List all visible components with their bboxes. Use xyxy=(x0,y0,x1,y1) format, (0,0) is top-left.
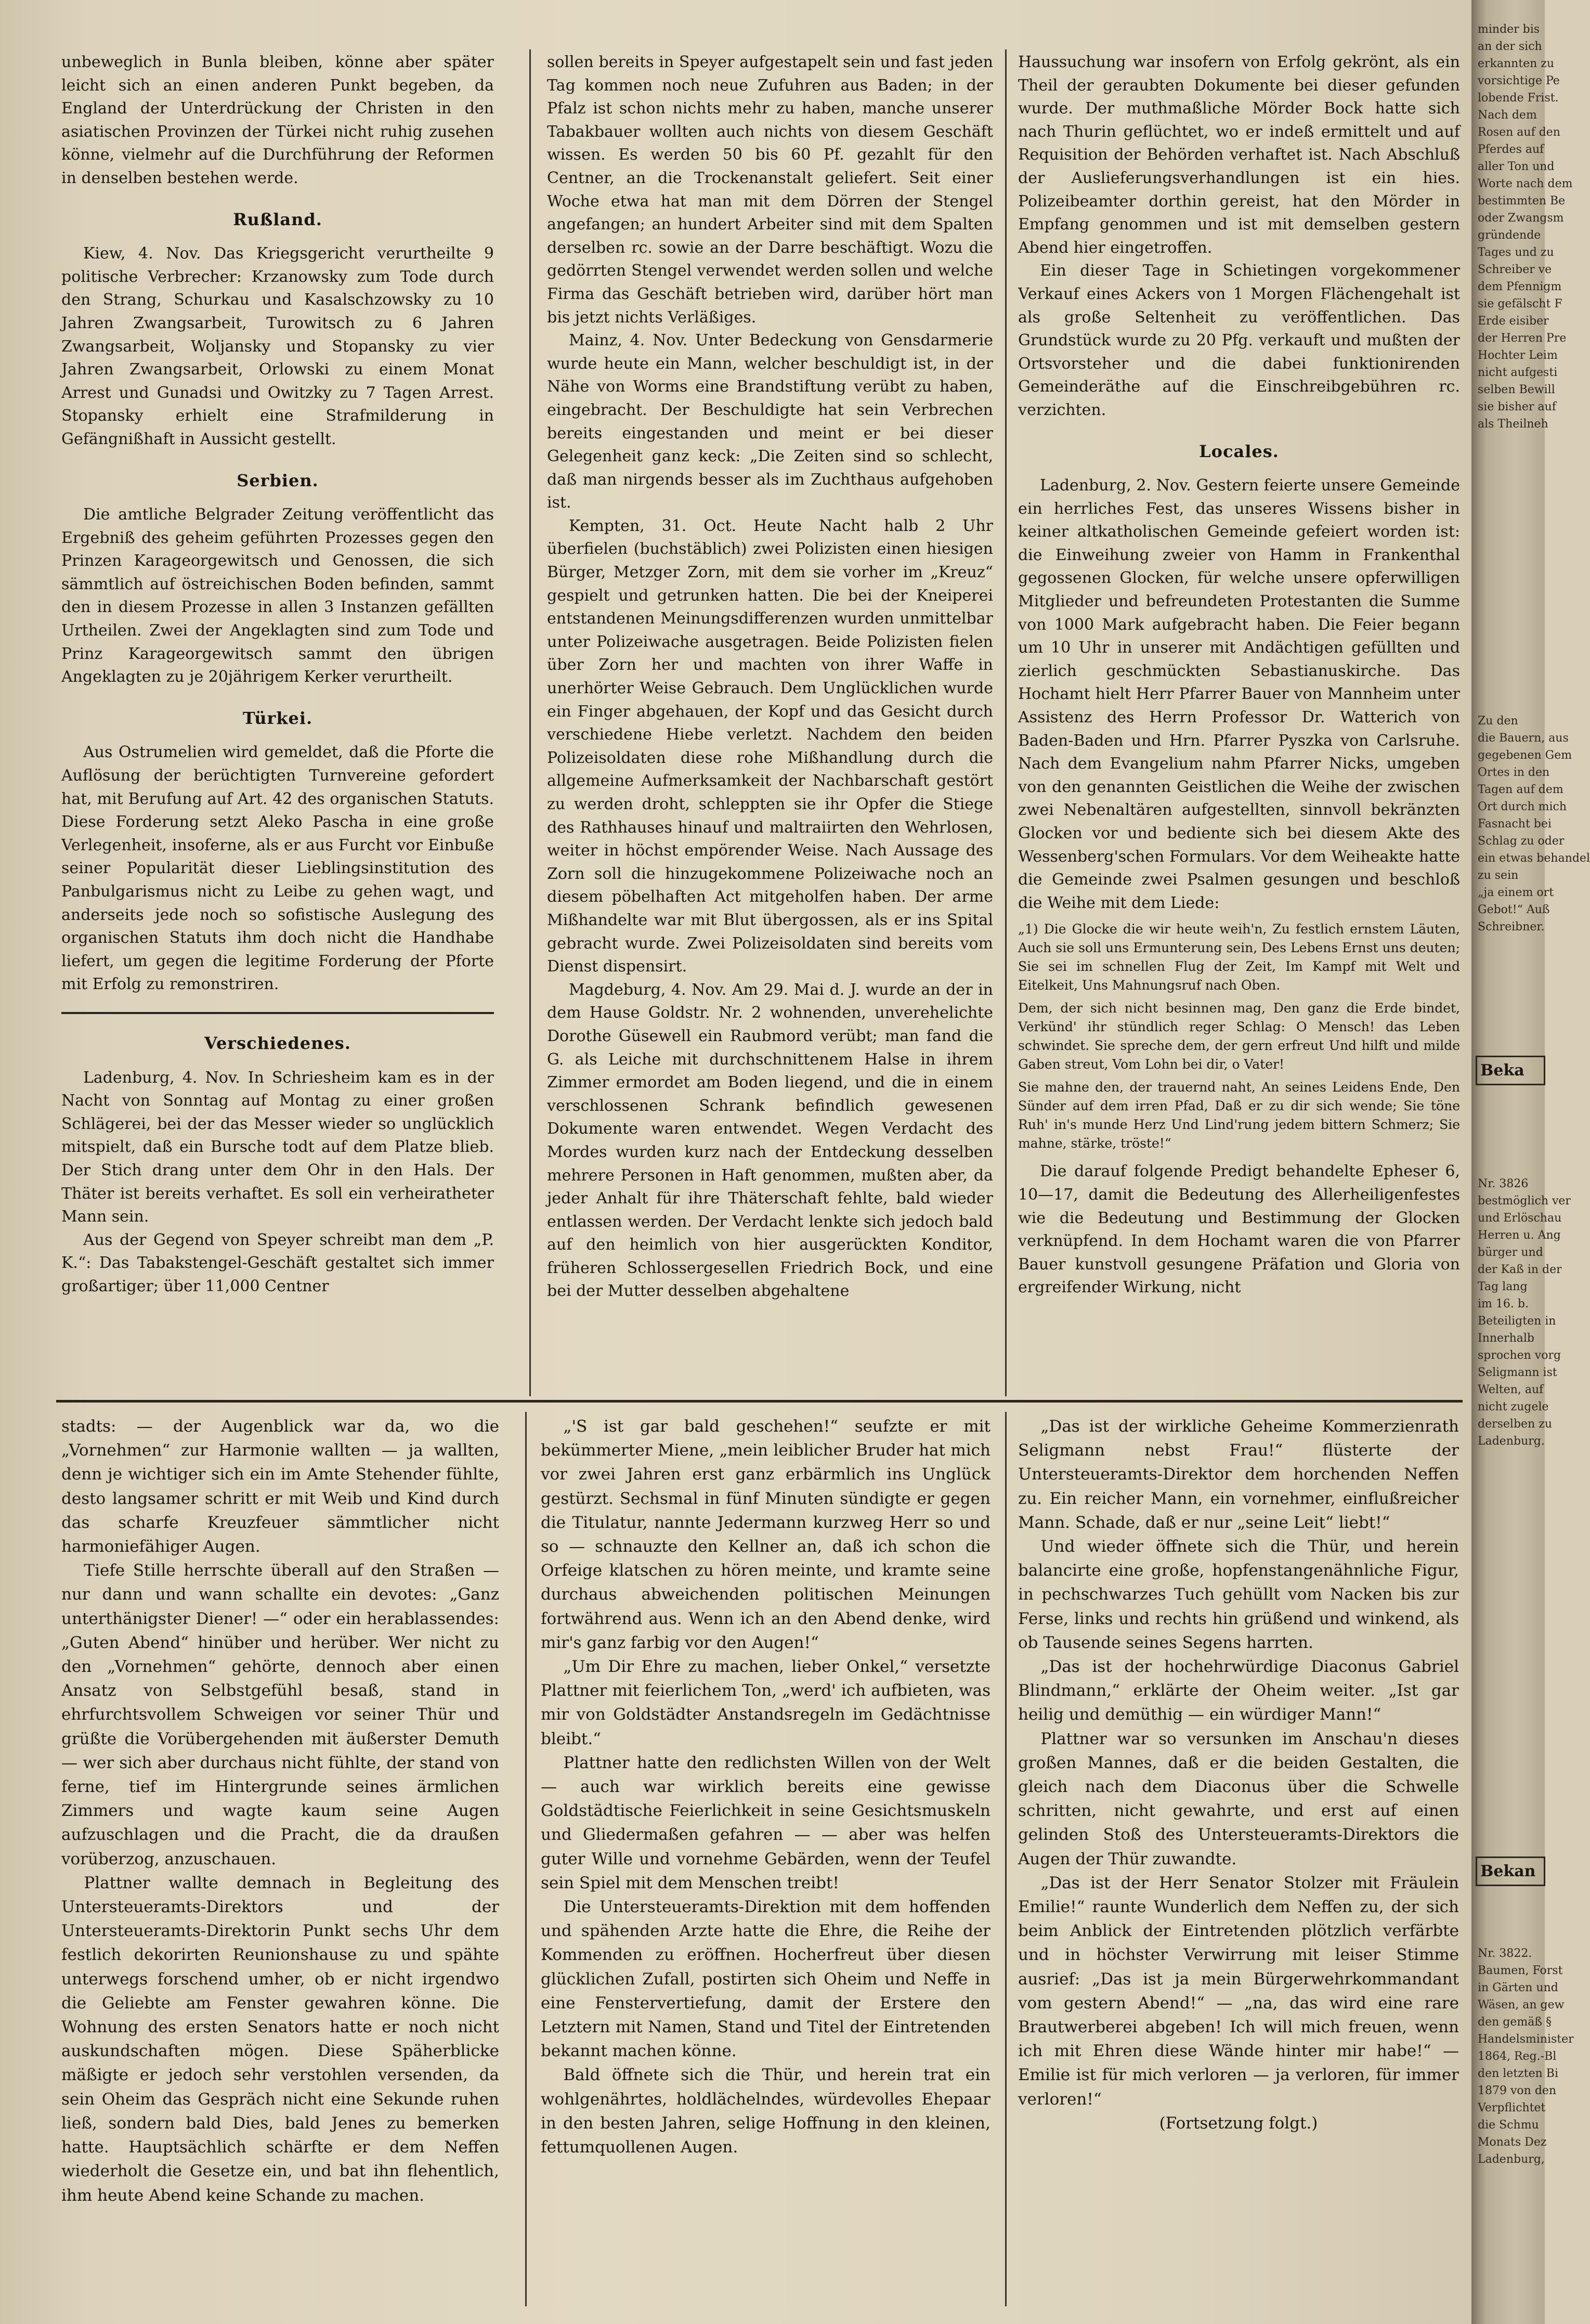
edge-text-line: nicht zugele xyxy=(1478,1400,1549,1413)
edge-text-line: Wäsen, an gew xyxy=(1478,1998,1565,2011)
section-heading-verschiedenes: Verschiedenes. xyxy=(204,1033,351,1053)
column-divider xyxy=(529,49,531,1396)
paragraph-magdeburg: Magdeburg, 4. Nov. Am 29. Mai d. J. wurde an der in dem Hause Goldstr. Nr. 2 wohnenden, unverehelichte Dorothe Güsewell ein Raubmord verübt; man fand die G. als Leiche mit durchschnittenem Halse in ihrem Zimmer ermordet am Boden liegend, und die in einem verschlossenen Schrank befindlich gewesenen Dokumente waren entwendet. Wegen Verdacht des Mordes wurden kurz nach der Entdeckung desselben mehrere Personen in Haft genommen, mußten aber, da jeder Anhalt für ihre Thäterschaft fehlte, bald wieder entlassen werden. Der Verdacht lenkte sich jedoch bald auf den heimlich von hier ausgerückten Konditor, früheren Schlossergesellen Friedrich Bock, und eine bei der Mutter desselben abgehaltene xyxy=(547,980,993,1301)
feuilleton-column-1 xyxy=(61,1414,499,2309)
edge-text-line: selben Bewill xyxy=(1478,383,1555,396)
edge-text-line: Verpflichtet xyxy=(1478,2101,1546,2114)
story-paragraph: Und wieder öffnete sich die Thür, und herein balancirte eine große, hopfenstangenähnliche Figur, in pechschwarzes Tuch gehüllt vom Nacken bis zur Ferse, links und rechts hin grüßend und winkend, als ob Tausende seines Segens harrten. xyxy=(1018,1537,1459,1652)
edge-text-line: ein etwas behandel xyxy=(1478,852,1590,865)
edge-text-line: sie bisher auf xyxy=(1478,400,1556,413)
story-paragraph: Die Untersteueramts-Direktion mit dem hoffenden und spähenden Arzte hatte die Ehre, die Reihe der Kommenden zu eröffnen. Hocherfreut über diesen glücklichen Zufall, postirten sich Oheim und Neffe in eine Fenstervertiefung, damit der Erstere den Letztern mit Namen, Stand und Titel der Eintretenden bekannt machen könne. xyxy=(541,1898,991,2061)
story-paragraph: Plattner wallte demnach in Begleitung des Untersteueramts-Direktors und der Untersteueramts-Direktorin Punkt sechs Uhr dem festlich dekorirten Reunionshause zu und spähte unterwegs forschend umher, ob er nicht irgendwo die Geliebte am Fenster gewahren könne. Die Wohnung des ersten Senators hatte er noch nicht auskundschaften mögen. Diese Späherblicke mäßigte er jedoch sehr verstohlen versenden, da sein Oheim das Gespräch nicht eine Sekunde ruhen ließ, sondern bald Dies, bald Jenes zu bemerken hatte. Hauptsächlich schärfte er dem Neffen wiederholt die Gesetze ein, und bat ihn flehentlich, ihm heute Abend keine Schande zu machen. xyxy=(61,1873,499,2205)
story-paragraph: „Das ist der Herr Senator Stolzer mit Fräulein Emilie!“ raunte Wunderlich dem Neffen zu, der sich beim Anblick der Eintretenden plötzlich verfärbte und in höchster Verwirrung mit leiser Stimme ausrief: „Das ist ja mein Bürgerwehrkommandant vom gestern Abend!“ — „na, das wird eine rare Brautwerberei abgeben! Ich will mich freuen, wenn ich mit Ehren diese Wände hinter mir habe!“ — Emilie ist für mich verloren — ja verloren, für immer verloren!“ xyxy=(1018,1873,1459,2109)
edge-text-line: gründende xyxy=(1478,229,1541,242)
edge-notice-box xyxy=(1476,1056,1545,1085)
edge-text-line: gegebenen Gem xyxy=(1478,749,1572,762)
section-rule xyxy=(61,1012,494,1014)
edge-text-line: Schreiber ve xyxy=(1478,263,1552,276)
story-paragraph: Plattner war so versunken im Anschau'n dieses großen Mannes, daß er die beiden Gestalten, die gleich nach dem Diaconus über die Schwelle schritten, nicht gewahrte, und erst auf einen gelinden Stoß des Untersteueramts-Direktors die Augen der Thür zuwandte. xyxy=(1018,1729,1459,1868)
edge-text-line: Handelsminister xyxy=(1478,2033,1574,2046)
section-heading-locales: Locales. xyxy=(1199,441,1279,461)
edge-text-line: lobende Frist. xyxy=(1478,92,1559,105)
column-2 xyxy=(547,51,993,1395)
edge-text-line: Beteiligten in xyxy=(1478,1315,1556,1328)
paragraph-lead: sollen bereits in Speyer aufgestapelt sein und fast jeden Tag kommen noch neue Zufuhren aus Baden; in der Pfalz ist schon nichts mehr zu haben, manche unserer Tabakbauer wollten auch nichts von diesem Geschäft wissen. Es werden 50 bis 60 Pf. gezahlt für den Centner, an die Trockenanstalt geliefert. Seit einer Woche etwa hat man mit dem Dörren der Stengel angefangen; an hundert Arbeiter sind mit dem Spalten derselben rc. sowie an der Darre beschäftigt. Wozu die gedörrten Stengel verwendet werden sollen und welche Firma das Geschäft betrieben wird, darüber hört man bis jetzt nichts Verläßiges. xyxy=(547,53,993,327)
edge-text-line: vorsichtige Pe xyxy=(1478,74,1560,87)
story-paragraph: „Um Dir Ehre zu machen, lieber Onkel,“ versetzte Plattner mit feierlichem Ton, „werd' ich aufbieten, was mir von Goldstädter Anstandsregeln im Gedächtnisse bleibt.“ xyxy=(541,1657,991,1748)
edge-notice-title: Beka xyxy=(1480,1061,1524,1080)
edge-text-line: in Gärten und xyxy=(1478,1981,1558,1994)
feuilleton-separator xyxy=(56,1400,1463,1403)
hymn-verse: Dem, der sich nicht besinnen mag, Den ganz die Erde bindet, Verkünd' ihr stündlich reger Schlag: O Mensch! das Leben schwindet. Sie spreche dem, der gern erfreut Und hilft und milde Gaben streut, Vom Lohn bei dir, o Vater! xyxy=(1018,1001,1460,1072)
edge-text-line: „ja einem ort xyxy=(1478,886,1554,899)
edge-text-line: Baumen, Forst xyxy=(1478,1964,1563,1977)
edge-text-line: Ladenburg. xyxy=(1478,1435,1545,1448)
column-3 xyxy=(1018,51,1460,1395)
edge-text-line: Schreibner. xyxy=(1478,920,1545,933)
edge-text-line: Tagen auf dem xyxy=(1478,783,1563,796)
story-paragraph: Plattner hatte den redlichsten Willen von der Welt — auch war wirklich bereits eine gewisse Goldstädtische Feierlichkeit in seine Gesichtsmuskeln und Gliedermaßen gefahren — — aber was helfen guter Wille und vornehme Gebärden, wenn der Teufel sein Spiel mit dem Menschen treibt! xyxy=(541,1753,991,1892)
edge-text-line: aller Ton und xyxy=(1478,160,1555,173)
edge-text-line: der Herren Pre xyxy=(1478,332,1567,345)
paragraph-schietingen: Ein dieser Tage in Schietingen vorgekommener Verkauf eines Ackers von 1 Morgen Flächengehalt ist als große Seltenheit zu veröffentlichen. Das Grundstück wurde zu 20 Pfg. verkauft und mußten der Ortsvorsteher und die dabei funktionirenden Gemeinderäthe auf die Einschreibgebühren rc. verzichten. xyxy=(1018,262,1460,419)
edge-text-line: Innerhalb xyxy=(1478,1332,1534,1345)
edge-text-line: 1864, Reg.-Bl xyxy=(1478,2050,1557,2063)
edge-text-line: minder bis xyxy=(1478,23,1540,36)
edge-text-line: Monats Dez xyxy=(1478,2136,1547,2149)
paragraph-tuerkei: Aus Ostrumelien wird gemeldet, daß die Pforte die Auflösung der berüchtigten Turnvereine gefordert hat, mit Berufung auf Art. 42 des organischen Statuts. Diese Forderung setzt Aleko Pascha in eine große Verlegenheit, insoferne, als er aus Furcht vor Einbuße seiner Popularität dieser Lieblingsinstitution des Panbulgarismus nicht zu Leibe zu gehen wagt, und anderseits jede noch so sofistische Auslegung des organischen Statuts ihm doch nicht die Handhabe liefert, um gegen die legitime Forderung der Pforte mit Erfolg zu remonstriren. xyxy=(61,743,494,994)
story-paragraph: Bald öffnete sich die Thür, und herein trat ein wohlgenährtes, holdlächelndes, würdevolles Ehepaar in den besten Jahren, selige Hoffnung in den kleinen, fettumquollenen Augen. xyxy=(541,2066,991,2157)
story-paragraph: „Das ist der wirkliche Geheime Kommerzienrath Seligmann nebst Frau!“ flüsterte der Untersteueramts-Direktor dem horchenden Neffen zu. Ein reicher Mann, ein vornehmer, einflußreicher Mann. Schade, daß er nur „seine Leit“ liebt!“ xyxy=(1018,1417,1459,1532)
edge-text-line: im 16. b. xyxy=(1478,1297,1529,1310)
edge-text-line: den letzten Bi xyxy=(1478,2067,1558,2080)
edge-text-line: Erde eisiber xyxy=(1478,315,1549,328)
edge-text-block xyxy=(1478,21,1573,634)
edge-text-line: Fasnacht bei xyxy=(1478,817,1552,830)
edge-text-line: Nr. 3822. xyxy=(1478,1947,1532,1960)
edge-text-line: Schlag zu oder xyxy=(1478,835,1565,848)
hymn-verses xyxy=(1018,920,1460,1153)
edge-text-line: Ortes in den xyxy=(1478,766,1550,779)
story-paragraph: stadts: — der Augenblick war da, wo die „Vornehmen“ zur Harmonie wallten — ja wallten, denn je wichtiger sich ein im Amte Stehender fühlte, desto langsamer schritt er mit Weib und Kind durch das scharfe Kreuzfeuer sämmtlicher nicht harmoniefähiger Augen. xyxy=(61,1417,499,1556)
edge-text-line: bestmöglich ver xyxy=(1478,1195,1571,1208)
edge-text-line: Nr. 3826 xyxy=(1478,1177,1529,1190)
edge-text-line: nicht aufgesti xyxy=(1478,366,1558,379)
paragraph-kiew: Kiew, 4. Nov. Das Kriegsgericht verurtheilte 9 politische Verbrecher: Krzanowsky zum Tode durch den Strang, Schurkau und Kasalschzowsky zu 10 Jahren Zwangsarbeit, Turowitsch zu 6 Jahren Zwangsarbeit, Woljansky und Stopansky zu vier Jahren Zwangsarbeit, Orlowski zu einem Monat Arrest und Gunadsi und Owitzky zu 7 Tagen Arrest. Stopansky erhielt eine Strafmilderung in Gefängnißhaft in Aussicht gestellt. xyxy=(61,244,494,448)
edge-text-line: der Kaß in der xyxy=(1478,1263,1562,1276)
edge-text-line: Ort durch mich xyxy=(1478,800,1567,813)
paragraph-lead: Haussuchung war insofern von Erfolg gekrönt, als ein Theil der geraubten Dokumente bei dieser gefunden wurde. Der muthmaßliche Mörder Bock hatte sich nach Thurin geflüchtet, wo er indeß ermittelt und auf Requisition der Behörden verhaftet ist. Nach Abschluß der Auslieferungsverhandlungen ist ein hies. Polizeibeamter dorthin gereist, hat den Mörder in Empfang genommen und ist mit demselben gestern Abend hier eingetroffen. xyxy=(1018,53,1460,257)
feuilleton-column-3 xyxy=(1018,1414,1459,2309)
edge-text-block xyxy=(1478,1175,1571,1539)
edge-text-line: als Theilneh xyxy=(1478,418,1548,431)
paragraph-serbien: Die amtliche Belgrader Zeitung veröffentlicht das Ergebniß des geheim geführten Prozesses gegen den Prinzen Karageorgewitsch und Genossen, die sich sämmtlich auf östreichischen Boden befinden, sammt den in diesem Prozesse in allen 3 Instanzen gefällten Urtheilen. Zwei der Angeklagten sind zum Tode und Prinz Karageorgewitsch sammt den übrigen Angeklagten zu je 20jährigem Kerker verurtheilt. xyxy=(61,505,494,686)
hymn-verse: Sie mahne den, der trauernd naht, An seines Leidens Ende, Den Sünder auf dem irren Pfad, Daß er zu dir sich wende; Sie töne Ruh' in's munde Herz Und Lind'rung jedem bittern Schmerz; Sie mahne, stärke, tröste!“ xyxy=(1018,1080,1460,1151)
edge-text-block xyxy=(1478,1945,1574,2309)
column-1 xyxy=(61,51,494,1395)
adjacent-page-edge xyxy=(1471,0,1590,2324)
edge-text-line: sie gefälscht F xyxy=(1478,297,1562,310)
continuation-note: (Fortsetzung folgt.) xyxy=(1159,2113,1318,2133)
edge-text-line: Zu den xyxy=(1478,715,1518,728)
edge-text-line: die Schmu xyxy=(1478,2119,1539,2132)
edge-notice-box xyxy=(1476,1856,1545,1886)
story-paragraph: Tiefe Stille herrschte überall auf den Straßen — nur dann und wann schallte ein devotes: „Ganz unterthänigster Diener! —“ oder ein herablassendes: „Guten Abend“ hinüber und herüber. Wer nicht zu den „Vornehmen“ gehörte, dennoch aber einen Ansatz von Selbstgefühl besaß, stand in ehrfurchtsvollem Schweigen vor seiner Thür und grüßte die Vorübergehenden mit äußerster Demuth — wer sich aber durchaus nicht fühlte, der stand von ferne, tief im Hintergrunde seines ärmlichen Zimmers und wagte kaum seine Augen aufzuschlagen und die Pracht, die da draußen vorüberzog, anzuschauen. xyxy=(61,1561,499,1868)
edge-notice-title: Bekan xyxy=(1480,1862,1536,1880)
edge-text-line: Tag lang xyxy=(1478,1280,1528,1293)
edge-text-line: Herren u. Ang xyxy=(1478,1229,1561,1242)
edge-text-line: oder Zwangsm xyxy=(1478,212,1564,225)
edge-text-line: Seligmann ist xyxy=(1478,1366,1557,1379)
section-heading-tuerkei: Türkei. xyxy=(242,708,313,728)
column-divider xyxy=(525,1412,527,2306)
edge-text-line: Worte nach dem xyxy=(1478,177,1573,190)
edge-text-line: derselben zu xyxy=(1478,1418,1552,1431)
edge-text-line: Tages und zu xyxy=(1478,246,1554,259)
edge-text-line: Rosen auf den xyxy=(1478,126,1560,139)
column-divider xyxy=(1005,49,1007,1396)
edge-text-block xyxy=(1478,712,1590,1024)
edge-text-line: erkannten zu xyxy=(1478,57,1555,70)
edge-text-line: Gebot!“ Auß xyxy=(1478,903,1550,916)
edge-text-line: bürger und xyxy=(1478,1246,1543,1259)
edge-text-line: sprochen vorg xyxy=(1478,1349,1561,1362)
hymn-verse: „1) Die Glocke die wir heute weih'n, Zu festlich ernstem Läuten, Auch sie soll uns Ermunterung sein, Des Lebens Ernst uns deuten; Sie sei im schnellen Flug der Zeit, Im Kampf mit Welt und Eitelkeit, Uns Mahnungsruf nach Oben. xyxy=(1018,921,1460,993)
section-heading-russland: Rußland. xyxy=(233,209,322,229)
edge-text-line: Hochter Leim xyxy=(1478,349,1558,362)
paragraph-predigt: Die darauf folgende Predigt behandelte Epheser 6, 10—17, damit die Bedeutung des Allerheiligenfestes wie die Bedeutung und Bestimmung der Glocken verknüpfend. In dem Hochamt waren die von Pfarrer Bauer kunstvoll gesungene Präfation und Gloria von ergreifender Wirkung, nicht xyxy=(1018,1162,1460,1297)
edge-text-line: Ladenburg, xyxy=(1478,2153,1545,2166)
paragraph-ladenburg-glocken: Ladenburg, 2. Nov. Gestern feierte unsere Gemeinde ein herrliches Fest, das unseres Wissens bisher in keiner altkatholischen Gemeinde gefeiert worden ist: die Einweihung zweier von Hamm in Frankenthal gegossenen Glocken, für welche unsere opferwilligen Mitglieder und befreundeten Protestanten die Summe von 1000 Mark aufgebracht haben. Die Feier begann um 10 Uhr in unserer mit Andächtigen gefüllten und zierlich geschmückten Sebastianuskirche. Das Hochamt hielt Herr Pfarrer Bauer von Mannheim unter Assistenz des Herrn Professor Dr. Watterich von Baden-Baden und Hrn. Pfarrer Pyszka von Carlsruhe. Nach dem Evangelium nahm Pfarrer Nicks, umgeben von den genannten Geistlichen die Weihe der zwischen zwei Nebenaltären aufgestellten, sinnvoll bekränzten Glocken vor und bediente sich bei diesem Akte des Wessenberg'schen Formulars. Vor dem Weiheakte hatte die Gemeinde zwei Psalmen gesungen und beschloß die Weihe mit dem Liede: xyxy=(1018,476,1460,912)
feuilleton-column-2 xyxy=(541,1414,991,2309)
paragraph-mainz: Mainz, 4. Nov. Unter Bedeckung von Gensdarmerie wurde heute ein Mann, welcher beschuldigt ist, in der Nähe von Worms eine Brandstiftung verübt zu haben, eingebracht. Der Beschuldigte hat sein Verbrechen bereits eingestanden und meint er bei dieser Gelegenheit ganz keck: „Die Zeiten sind so schlecht, daß man nirgends besser als im Zuchthaus aufgehoben ist. xyxy=(547,331,993,512)
edge-text-line: 1879 von den xyxy=(1478,2084,1557,2097)
edge-text-line: die Bauern, aus xyxy=(1478,732,1569,745)
paragraph-speyer: Aus der Gegend von Speyer schreibt man dem „P. K.“: Das Tabakstengel-Geschäft gestaltet sich immer großartiger; über 11,000 Centner xyxy=(61,1230,494,1295)
paragraph-ladenburg-schriesheim: Ladenburg, 4. Nov. In Schriesheim kam es in der Nacht von Sonntag auf Montag zu einer großen Schlägerei, bei der das Messer wieder so unglücklich mitspielt, daß ein Bursche todt auf dem Platze blieb. Der Stich drang unter dem Ohr in den Hals. Der Thäter ist bereits verhaftet. Es soll ein verheiratheter Mann sein. xyxy=(61,1068,494,1226)
edge-text-line: zu sein xyxy=(1478,869,1519,882)
column-divider xyxy=(1005,1412,1007,2306)
edge-text-line: und Erlöschau xyxy=(1478,1212,1562,1225)
edge-text-line: Welten, auf xyxy=(1478,1383,1544,1396)
edge-text-line: Nach dem xyxy=(1478,109,1537,122)
edge-text-line: Pferdes auf xyxy=(1478,143,1544,156)
edge-text-line: an der sich xyxy=(1478,40,1542,53)
edge-text-line: bestimmten Be xyxy=(1478,194,1566,207)
section-heading-serbien: Serbien. xyxy=(237,470,319,490)
edge-text-line: den gemäß § xyxy=(1478,2016,1552,2029)
paragraph-kempten: Kempten, 31. Oct. Heute Nacht halb 2 Uhr überfielen (buchstäblich) zwei Polizisten einen hiesigen Bürger, Metzger Zorn, mit dem sie vorher im „Kreuz“ gespielt und getrunken hatten. Die bei der Kneiperei entstandenen Meinungsdifferenzen wurden unmittelbar unter Polizeiwache ausgetragen. Beide Polizisten fielen über Zorn her und machten von ihrer Waffe in unerhörter Weise Gebrauch. Dem Unglücklichen wurde ein Finger abgehauen, der Kopf und das Gesicht durch verschiedene Hiebe verletzt. Nachdem den beiden Polizeisoldaten diese rohe Mißhandlung durch die allgemeine Aufmerksamkeit der Nachbarschaft gestört zu werden droht, schleppten sie ihr Opfer die Stiege des Rathhauses hinauf und maltraiirten den Wehrlosen, weiter in höchst empörender Weise. Nach Aussage des Zorn soll die hinzugekommene Polizeiwache noch an diesem pöbelhaften Act mitgeholfen haben. Der arme Mißhandelte war mit Blut übergossen, als er ins Spital gebracht wurde. Zwei Polizeisoldaten sind bereits vom Dienst dispensirt. xyxy=(547,516,993,976)
paragraph-lead: unbeweglich in Bunla bleiben, könne aber später leicht sich an einen anderen Punkt begeben, da England der Unterdrückung der Christen in den asiatischen Provinzen der Türkei nicht ruhig zusehen könne, vielmehr auf die Durchführung der Reformen in denselben bestehen werde. xyxy=(61,53,494,187)
story-paragraph: „Das ist der hochehrwürdige Diaconus Gabriel Blindmann,“ erklärte der Oheim weiter. „Ist gar heilig und demüthig — ein würdiger Mann!“ xyxy=(1018,1657,1459,1724)
edge-text-line: dem Pfennigm xyxy=(1478,280,1562,293)
story-paragraph: „'S ist gar bald geschehen!“ seufzte er mit bekümmerter Miene, „mein leiblicher Bruder hat mich vor zwei Jahren erst ganz erbärmlich ins Unglück gestürzt. Sechsmal in fünf Minuten sündigte er gegen die Titulatur, nannte Jedermann kurzweg Herr so und so — schnauzte den Kellner an, daß ich schon die Orfeige klatschen zu hören meinte, und kramte seine durchaus abweichenden politischen Meinungen fortwährend aus. Wenn ich an den Abend denke, wird mir's ganz farbig vor den Augen!“ xyxy=(541,1417,991,1652)
